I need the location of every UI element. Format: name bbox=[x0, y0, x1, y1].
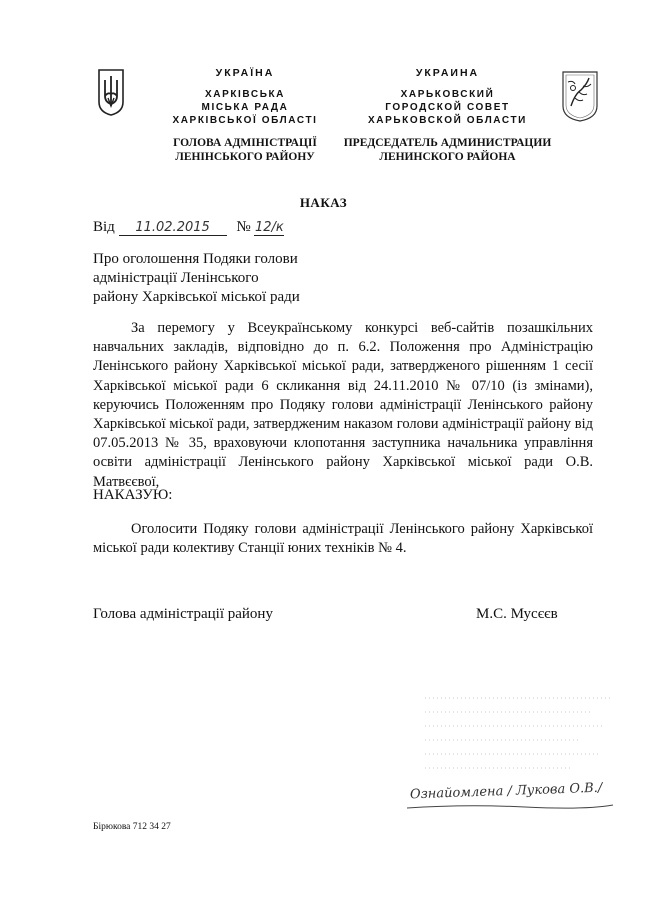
subject-line: району Харківської міської ради bbox=[93, 289, 300, 305]
order-heading: НАКАЗУЮ: bbox=[93, 487, 173, 503]
date-prefix: Від bbox=[93, 219, 115, 235]
city-line: ХАРКІВСЬКОЇ ОБЛАСТІ bbox=[172, 115, 318, 126]
country-ua: УКРАЇНА bbox=[215, 67, 275, 79]
document-body: За перемогу у Всеукраїнському конкурсі веб-сайтів позашкільних навчальних закладів, відповідно до п. 6.2. Положення про Адміністрацію Ленінського району Харківської міської ради, затвердженого рішенням 1 сесії Харківської міської ради 6 скликання від 24.11.2010 № 07/10 (із змінами), керуючись Положенням про Подяку голови адміністрації Ленінського району Харківської міської ради, затвердженим наказом голови адміністрації району від 07.05.2013 № 35, враховуючи клопотання заступника начальника управління освіти адміністрації Ленінського району Харківської міської ради О.В. Матвєєвої, bbox=[93, 320, 593, 490]
city-line: ХАРЬКОВСКОЙ ОБЛАСТИ bbox=[368, 115, 527, 126]
city-line: ХАРКІВСЬКА bbox=[204, 89, 286, 100]
admin-title-ua bbox=[155, 136, 335, 164]
signer-title: Голова адміністрації району bbox=[93, 606, 273, 622]
city-council-ua bbox=[155, 88, 335, 127]
city-line: ГОРОДСКОЙ СОВЕТ bbox=[385, 102, 510, 113]
city-line: ХАРЬКОВСКИЙ bbox=[400, 89, 495, 100]
trident-coat-of-arms-icon bbox=[97, 68, 125, 116]
country-ru: УКРАИНА bbox=[415, 67, 480, 79]
subject-line: адміністрації Ленінського bbox=[93, 270, 259, 286]
city-council-ru bbox=[340, 88, 555, 127]
date-number-line bbox=[93, 219, 284, 236]
order-text: Оголосити Подяку голови адміністрації Ленінського району Харківської міської ради колективу Станції юних техніків № 4. bbox=[93, 521, 593, 557]
date-value: 11.02.2015 bbox=[119, 220, 227, 236]
admin-line: ЛЕНИНСКОГО РАЙОНА bbox=[379, 151, 516, 163]
document-subject bbox=[93, 250, 300, 307]
city-line: МІСЬКА РАДА bbox=[201, 102, 289, 113]
admin-title-ru bbox=[340, 136, 555, 164]
handwritten-acknowledgement: Ознайомлена / Лукова О.В./ bbox=[409, 780, 603, 803]
admin-line: ГОЛОВА АДМІНІСТРАЦІЇ bbox=[173, 137, 317, 149]
number-prefix: № bbox=[236, 219, 251, 235]
kharkiv-city-coat-of-arms-icon bbox=[561, 68, 599, 122]
signer-name: М.С. Мусєєв bbox=[476, 606, 558, 622]
admin-line: ЛЕНІНСЬКОГО РАЙОНУ bbox=[175, 151, 315, 163]
executor-contact: Бірюкова 712 34 27 bbox=[93, 822, 171, 832]
document-title: НАКАЗ bbox=[299, 195, 348, 210]
admin-line: ПРЕДСЕДАТЕЛЬ АДМИНИСТРАЦИИ bbox=[343, 137, 552, 149]
signature-underline bbox=[405, 802, 615, 812]
subject-line: Про оголошення Подяки голови bbox=[93, 251, 298, 267]
number-value: 12/к bbox=[254, 220, 284, 235]
